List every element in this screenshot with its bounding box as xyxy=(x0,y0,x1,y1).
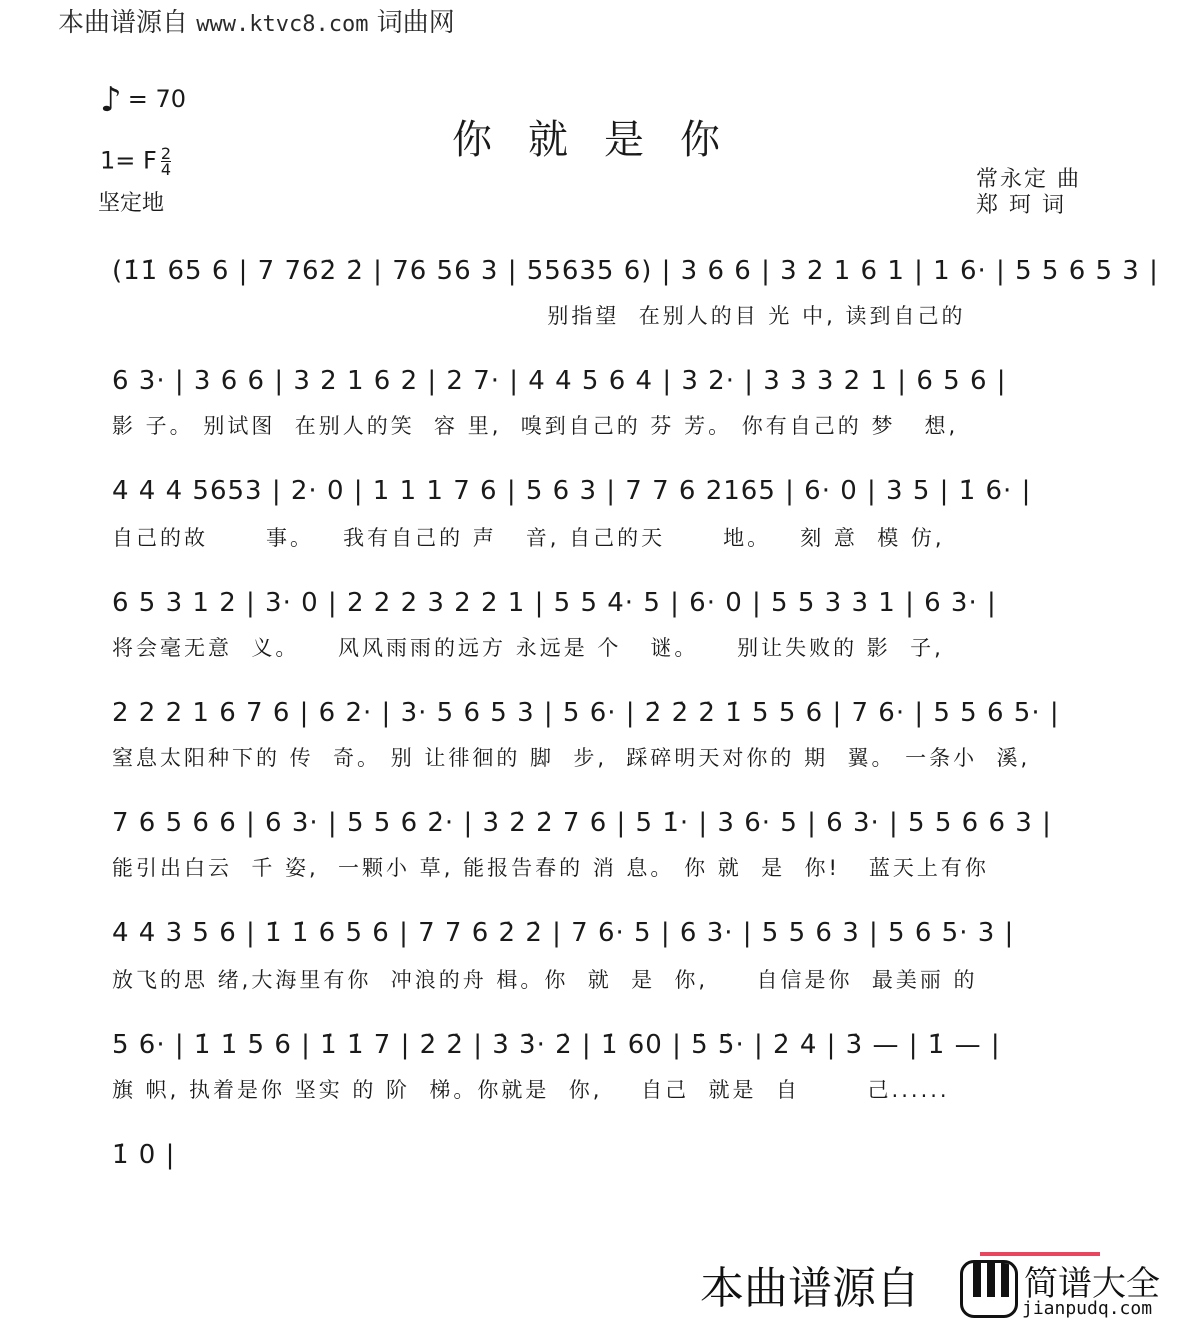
notation-line-7: 4 4 3 5 6 | 1̇ 1̇ 6 5 6 | 7 7 6 2̇ 2̇ | 7 6· 5 | 6 3· | 5 5 6 3 | 5 6 5· 3 | xyxy=(112,918,1015,948)
lyrics-line-2: 影 子。 别试图 在别人的笑 容 里, 嗅到自己的 芬 芳。 你有自己的 梦 想, xyxy=(112,414,959,438)
time-bottom: 4 xyxy=(160,160,171,179)
brand-logo[interactable] xyxy=(960,1252,1180,1326)
notation-line-6: 7 6 5 6 6 | 6 3· | 5 5 6 2̇· | 3̇ 2̇ 2̇ 7 6 | 5 1̇· | 3 6· 5 | 6 3· | 5 5 6 6 3 | xyxy=(112,808,1052,838)
expression-marking: 坚定地 xyxy=(98,191,165,216)
lyrics-line-3: 自己的故 事。 我有自己的 声 音, 自己的天 地。 刻 意 模 仿, xyxy=(112,526,945,550)
time-signature xyxy=(161,146,171,177)
notation-line-8: 5 6· | 1̇ 1̇ 5 6 | 1̇ 1̇ 7 | 2̇ 2̇ | 3̇ 3̇· 2̇ | 1̇ 60 | 5̇ 5̇· | 2̇ 4̇ | 3̇ — | 1̇ — | xyxy=(112,1030,1001,1060)
lyrics-line-4: 将会毫无意 义。 风风雨雨的远方 永远是 个 谜。 别让失败的 影 子, xyxy=(112,636,944,660)
watermark-prefix: 本曲谱源自 xyxy=(58,8,189,38)
eighth-note-icon: ♪ xyxy=(100,80,122,120)
notation-line-2: 6 3· | 3 6 6 | 3 2 1 6 2 | 2 7· | 4 4 5 6 4 | 3 2· | 3 3 3 2 1 | 6 5 6 | xyxy=(112,366,1007,396)
lyrics-line-1: 别指望 在别人的目 光 中, 读到自己的 xyxy=(112,304,966,328)
lyrics-line-7: 放飞的思 绪,大海里有你 冲浪的舟 楫。你 就 是 你, 自信是你 最美丽 的 xyxy=(112,968,978,992)
key-text: 1= F xyxy=(100,146,157,175)
notation-line-5: 2 2 2 1 6 7 6 | 6 2· | 3· 5 6 5 3 | 5 6· | 2̇ 2̇ 2̇ 1̇ 5 5 6 | 7 6· | 5 5 6 5· | xyxy=(112,698,1060,728)
song-title: 你就是你 xyxy=(452,117,756,163)
notation-line-9: 1̇ 0 | xyxy=(112,1140,176,1170)
lyrics-line-5: 窒息太阳种下的 传 奇。 别 让徘徊的 脚 步, 踩碎明天对你的 期 翼。 一条小 溪, xyxy=(112,746,1031,770)
lyricist-credit: 郑 珂 词 xyxy=(976,193,1066,218)
piano-keys-icon xyxy=(960,1260,1018,1318)
watermark-suffix: 词曲网 xyxy=(376,8,455,38)
notation-line-4: 6 5 3 1 2 | 3· 0 | 2 2 2 3 2 2 1 | 5 5 4· 5 | 6· 0 | 5 5 3 3 1 | 6 3· | xyxy=(112,588,997,618)
tempo-marking xyxy=(100,80,186,120)
lyrics-line-8: 旗 帜, 执着是你 坚实 的 阶 梯。你就是 你, 自己 就是 自 己...... xyxy=(112,1078,950,1102)
watermark-url[interactable]: www.ktvc8.com xyxy=(196,12,369,37)
notation-line-3: 4 4 4 5653 | 2· 0 | 1 1 1 7 6 | 5 6 3 | 7 7 6 2165 | 6· 0 | 3 5 | 1̇ 6· | xyxy=(112,476,1032,506)
composer-credit: 常永定 曲 xyxy=(976,167,1081,192)
time-top: 2 xyxy=(160,144,171,163)
bottom-watermark: 本曲谱源自 xyxy=(700,1263,920,1314)
lyrics-line-6: 能引出白云 千 姿, 一颗小 草, 能报告春的 消 息。 你 就 是 你! 蓝天上有你 xyxy=(112,856,989,880)
notation-line-1: (1̇1̇ 65 6 | 7 762̇ 2̇ | 76 56 3 | 55635 6) | 3 6 6 | 3 2 1 6 1 | 1 6· | 5 5 6 5 3 | xyxy=(112,256,1159,286)
brand-name: 简谱大全 xyxy=(1024,1264,1160,1304)
tempo-value: = 70 xyxy=(127,85,186,113)
key-signature xyxy=(100,146,171,177)
brand-url[interactable]: jianpudq.com xyxy=(1022,1298,1153,1319)
top-watermark xyxy=(58,2,455,39)
